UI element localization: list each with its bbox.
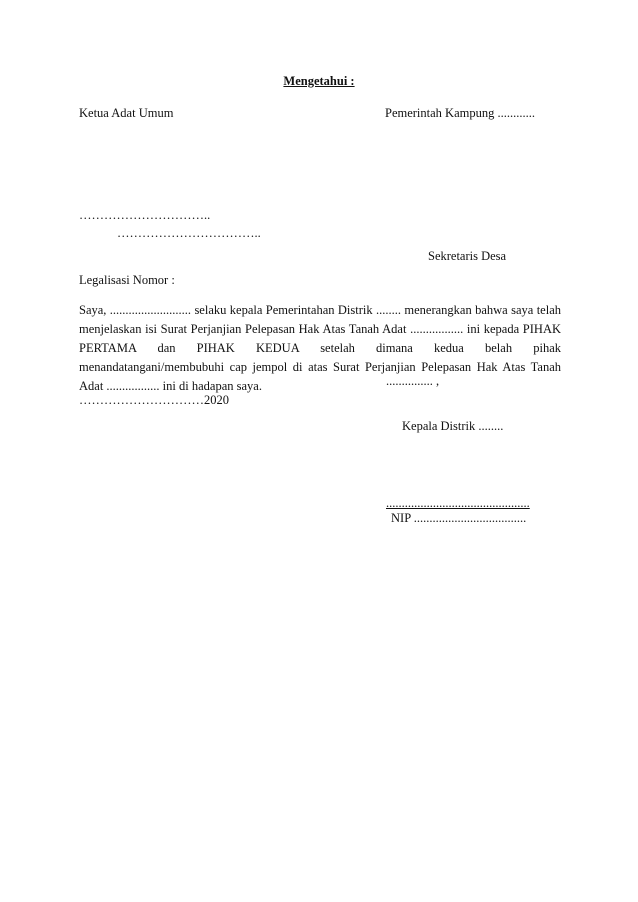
head-of-district-title: Kepala Distrik ........ <box>402 419 504 433</box>
nip-field: NIP .................................... <box>391 511 527 525</box>
signature-line: .............................................. <box>386 496 530 510</box>
heading-mengetahui: Mengetahui : <box>283 74 355 88</box>
right-signer-title: Pemerintah Kampung ............ <box>385 106 535 120</box>
left-signer-title: Ketua Adat Umum <box>79 106 174 120</box>
statement-paragraph: Saya, .......................... selaku kepala Pemerintahan Distrik ........ menerangkan bahwa saya telah menjelaskan isi Surat Perjanjian Pelepasan Hak Atas Tanah Adat ................. ini kepada PIHAK PERTAMA dan PIHAK KEDUA setelah dimana kedua belah pihak menandatangani/membubuhi cap jempol di atas Surat Perjanjian Pelepasan Hak Atas Tanah Adat ................. ini di hadapan saya. <box>79 303 561 393</box>
place-date-right: ............... , <box>386 374 440 388</box>
legalization-number: Legalisasi Nomor : <box>79 273 175 287</box>
right-signature-dots: …………………………….. <box>117 226 261 240</box>
left-signature-dots: ………………………….. <box>79 208 211 222</box>
secretary-title: Sekretaris Desa <box>428 249 507 263</box>
date-left: …………………………2020 <box>79 393 229 407</box>
